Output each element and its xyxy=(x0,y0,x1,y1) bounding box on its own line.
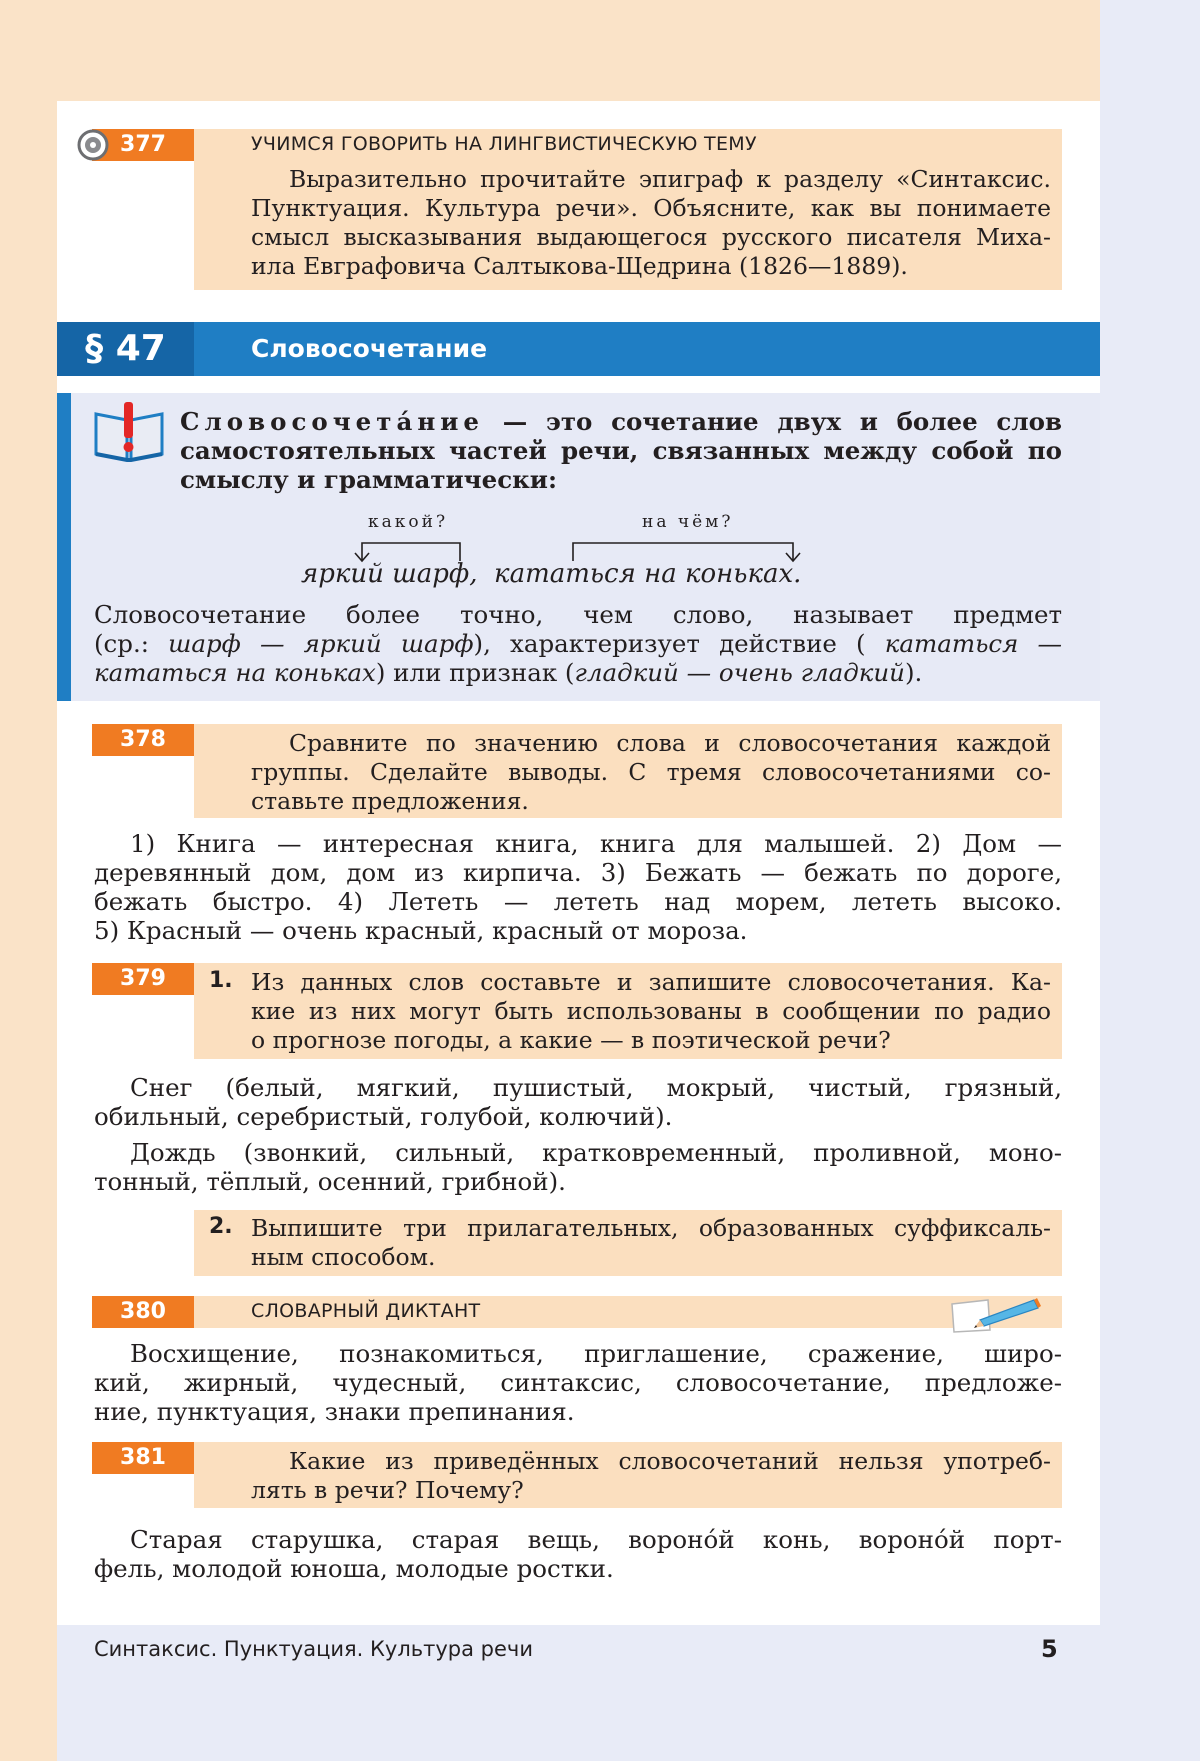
speech-gear-icon xyxy=(77,129,109,161)
part-label: 1. xyxy=(209,968,233,993)
task-number: 380 xyxy=(92,1296,194,1328)
task-number: 378 xyxy=(92,724,194,756)
explanation-text: Словосочетание более точно, чем слово, называет предмет xyxy=(94,600,1062,629)
exercise-text-line: Снег (белый, мягкий, пушистый, мокрый, чистый, грязный, xyxy=(130,1073,1062,1102)
exercise-text-line: бежать быстро. 4) Лететь — лететь над морем, лететь высоко. xyxy=(94,887,1062,916)
exercise-text-line: Дождь (звонкий, сильный, кратковременный, проливной, моно- xyxy=(130,1138,1062,1167)
exercise-text-line: 1) Книга — интересная книга, книга для малышей. 2) Дом — xyxy=(130,829,1062,858)
question-label: какой? xyxy=(368,512,449,532)
task-number: 379 xyxy=(92,963,194,995)
example-italic: кататься — xyxy=(884,629,1062,658)
task-text-line: ставьте предложения. xyxy=(251,787,529,815)
part-label: 2. xyxy=(209,1214,233,1239)
task-text-line: группы. Сделайте выводы. С тремя словосочетаниями со- xyxy=(251,758,1051,786)
example-italic: гладкий — очень гладкий xyxy=(574,658,905,687)
page-margin-right xyxy=(1100,0,1200,1761)
task-text-line: Из данных слов составьте и запишите словосочетания. Ка- xyxy=(251,968,1051,996)
task-text-line: Какие из приведённых словосочетаний нельзя употреб- xyxy=(289,1447,1051,1475)
task-text-line: смысл высказывания выдающегося русского писателя Миха- xyxy=(251,223,1051,251)
rule-panel-edge xyxy=(57,393,71,701)
task-text-line: лять в речи? Почему? xyxy=(251,1476,524,1504)
task-text-line: ным способом. xyxy=(251,1243,436,1271)
example-italic: кататься на коньках xyxy=(94,658,376,687)
explanation-text: ) или признак ( xyxy=(375,658,575,687)
task-text-line: Сравните по значению слова и словосочетания каждой xyxy=(289,729,1051,757)
exercise-text-line: ние, пунктуация, знаки препинания. xyxy=(94,1397,575,1426)
exercise-text-line: Восхищение, познакомиться, приглашение, сражение, широ- xyxy=(130,1339,1062,1368)
exercise-text-line: деревянный дом, дом из кирпича. 3) Бежать — бежать по дороге, xyxy=(94,858,1062,887)
rule-text: смыслу и грамматически: xyxy=(180,465,558,494)
exercise-text-line: Старая старушка, старая вещь, вороно́й конь, вороно́й порт- xyxy=(130,1525,1062,1554)
task-heading: УЧИМСЯ ГОВОРИТЬ НА ЛИНГВИСТИЧЕСКУЮ ТЕМУ xyxy=(251,133,757,155)
task-text-line: кие из них могут быть использованы в сообщении по радио xyxy=(251,997,1051,1025)
running-footer-title: Синтаксис. Пунктуация. Культура речи xyxy=(94,1637,533,1661)
task-text-line: Пунктуация. Культура речи». Объясните, как вы понимаете xyxy=(251,194,1051,222)
explanation-text: ). xyxy=(904,658,923,687)
task-number: 381 xyxy=(92,1442,194,1474)
task-text-line: Выразительно прочитайте эпиграф к разделу «Синтаксис. xyxy=(289,165,1051,193)
section-number: § 47 xyxy=(57,322,194,376)
pencil-paper-icon xyxy=(950,1292,1042,1334)
explanation-text: ), характеризует действие ( xyxy=(473,629,866,658)
rule-text: — это сочетание двух и более слов xyxy=(502,407,1062,436)
example-phrase: яркий шарф, кататься на коньках. xyxy=(301,559,802,589)
task-text-line: о прогнозе погоды, а какие — в поэтической речи? xyxy=(251,1026,891,1054)
page-number: 5 xyxy=(1041,1635,1058,1663)
section-title: Словосочетание xyxy=(251,334,488,363)
exercise-text-line: 5) Красный — очень красный, красный от мороза. xyxy=(94,916,748,945)
exercise-text-line: фель, молодой юноша, молодые ростки. xyxy=(94,1554,614,1583)
exercise-text-line: тонный, тёплый, осенний, грибной). xyxy=(94,1167,566,1196)
exercise-text-line: обильный, серебристый, голубой, колючий). xyxy=(94,1102,673,1131)
task-text-line: ила Евграфовича Салтыкова-Щедрина (1826—1889). xyxy=(251,252,908,280)
section-header xyxy=(57,322,1100,376)
explanation-text: (ср.: xyxy=(94,629,169,658)
exercise-text-line: кий, жирный, чудесный, синтаксис, словосочетание, предложе- xyxy=(94,1368,1062,1397)
task-text-line: Выпишите три прилагательных, образованных суффиксаль- xyxy=(251,1214,1051,1242)
term: Словосочета́ние xyxy=(180,407,485,436)
example-italic: шарф — яркий шарф xyxy=(168,629,474,658)
task-heading: СЛОВАРНЫЙ ДИКТАНТ xyxy=(251,1300,481,1322)
exclamation-book-icon xyxy=(92,400,166,462)
rule-text: самостоятельных частей речи, связанных между собой по xyxy=(180,436,1062,465)
task-number: 377 xyxy=(92,129,194,161)
question-label: на чём? xyxy=(642,512,734,532)
